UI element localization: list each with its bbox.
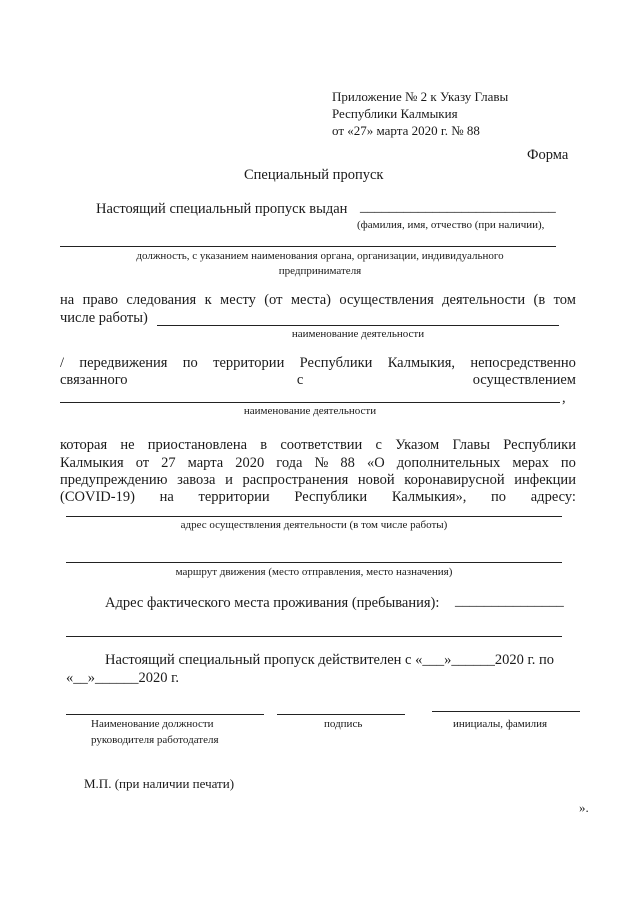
movement-word: / [60,355,65,371]
passage-word: следования [126,292,197,308]
validity-line-2: «__»______2020 г. [66,670,180,686]
form-label: Форма [527,147,569,163]
passage-word: на [60,292,75,308]
address-line [66,516,562,517]
residence-line [66,636,562,637]
movement-word: с [296,372,304,388]
decree-word: в [260,437,268,453]
movement-word: передвижения [79,355,168,371]
residence-blank: _______________ [455,593,564,609]
decree-line-4 [60,489,576,506]
initials-label: инициалы, фамилия [453,718,548,730]
decree-word: и [225,472,233,488]
decree-word: Указом [395,437,440,453]
movement-line-1 [60,355,576,372]
position-signature-line [66,714,264,715]
decree-word: на [159,489,174,505]
passage-line-2: числе работы) [60,310,148,326]
movement-caption: наименование деятельности [243,405,377,417]
signature-label: подпись [324,718,363,730]
position-line [60,246,556,247]
passage-word: месту [220,292,256,308]
decree-word: инфекции [514,472,576,488]
decree-word: 27 [161,455,176,471]
movement-word: связанного [60,372,128,388]
decree-line-1 [60,437,576,454]
decree-word: года [276,455,303,471]
passage-word: осуществления [339,292,434,308]
issued-name-blank: ___________________________ [360,199,556,215]
decree-word: адресу: [530,489,576,505]
decree-word: распространения [242,472,349,488]
passage-caption: наименование деятельности [291,328,425,340]
movement-word: осуществлением [472,372,576,388]
signature-position-label-2: руководителя работодателя [91,734,219,746]
passage-word: к [204,292,212,308]
decree-word: от [135,455,150,471]
passage-word: (в [533,292,546,308]
passage-word: места) [290,292,332,308]
movement-word: территории [213,355,285,371]
passage-activity-line [157,325,559,326]
decree-word: Калмыкия [60,455,124,471]
decree-word: с [375,437,382,453]
passage-word: право [82,292,119,308]
passage-word: том [553,292,576,308]
decree-word: приостановлена [147,437,248,453]
passage-word: деятельности [442,292,526,308]
position-caption-2: предпринимателя [278,265,362,277]
decree-word: марта [187,455,224,471]
decree-word: Республики [294,489,368,505]
decree-word: «О [366,455,385,471]
decree-word: 88 [340,455,355,471]
signature-line [277,714,405,715]
decree-word: предупреждению [60,472,168,488]
decree-line-2 [60,455,576,472]
decree-word: 2020 [235,455,265,471]
page-title: Специальный пропуск [244,167,384,183]
position-caption-1: должность, с указанием наименования органа, организации, индивидуального [136,250,504,262]
decree-word: новой [357,472,395,488]
decree-word: № [314,455,329,471]
header-line-1: Приложение № 2 к Указу Главы [332,89,509,104]
header-line-3: от «27» марта 2020 г. № 88 [332,123,480,138]
decree-word: мерах [512,455,549,471]
address-caption: адрес осуществления деятельности (в том числе работы) [180,519,448,531]
decree-word: Главы [452,437,491,453]
decree-word: по [560,455,576,471]
decree-word: территории [198,489,270,505]
decree-word: соответствии [280,437,363,453]
stamp-note: М.П. (при наличии печати) [84,776,235,791]
movement-line-2 [60,372,576,389]
decree-word: коронавирусной [404,472,505,488]
closing-quote: ». [579,800,589,815]
decree-word: не [120,437,135,453]
movement-word: Калмыкия, [387,355,455,371]
movement-word: Республики [299,355,373,371]
decree-word: по [491,489,507,505]
decree-word: дополнительных [396,455,501,471]
decree-word: Калмыкия», [391,489,467,505]
decree-word: которая [60,437,108,453]
decree-word: Республики [503,437,576,453]
route-line [66,562,562,563]
decree-word: завоза [177,472,216,488]
decree-word: (COVID-19) [60,489,135,505]
residence-label: Адрес фактического места проживания (пребывания): [105,595,440,611]
decree-line-3 [60,472,576,489]
movement-activity-line [60,402,560,403]
movement-word: непосредственно [470,355,576,371]
movement-word: по [182,355,198,371]
signature-position-label-1: Наименование должности [91,718,214,730]
header-line-2: Республики Калмыкия [332,106,458,121]
movement-comma: , [562,390,566,406]
issued-text: Настоящий специальный пропуск выдан [96,201,348,217]
validity-line-1: Настоящий специальный пропуск действителен с «___»______2020 г. по [105,652,555,668]
passage-line-1 [60,292,576,309]
issued-name-caption: (фамилия, имя, отчество (при наличии), [357,219,545,231]
route-caption: маршрут движения (место отправления, место назначения) [175,566,453,578]
initials-line [432,711,580,712]
passage-word: (от [264,292,283,308]
